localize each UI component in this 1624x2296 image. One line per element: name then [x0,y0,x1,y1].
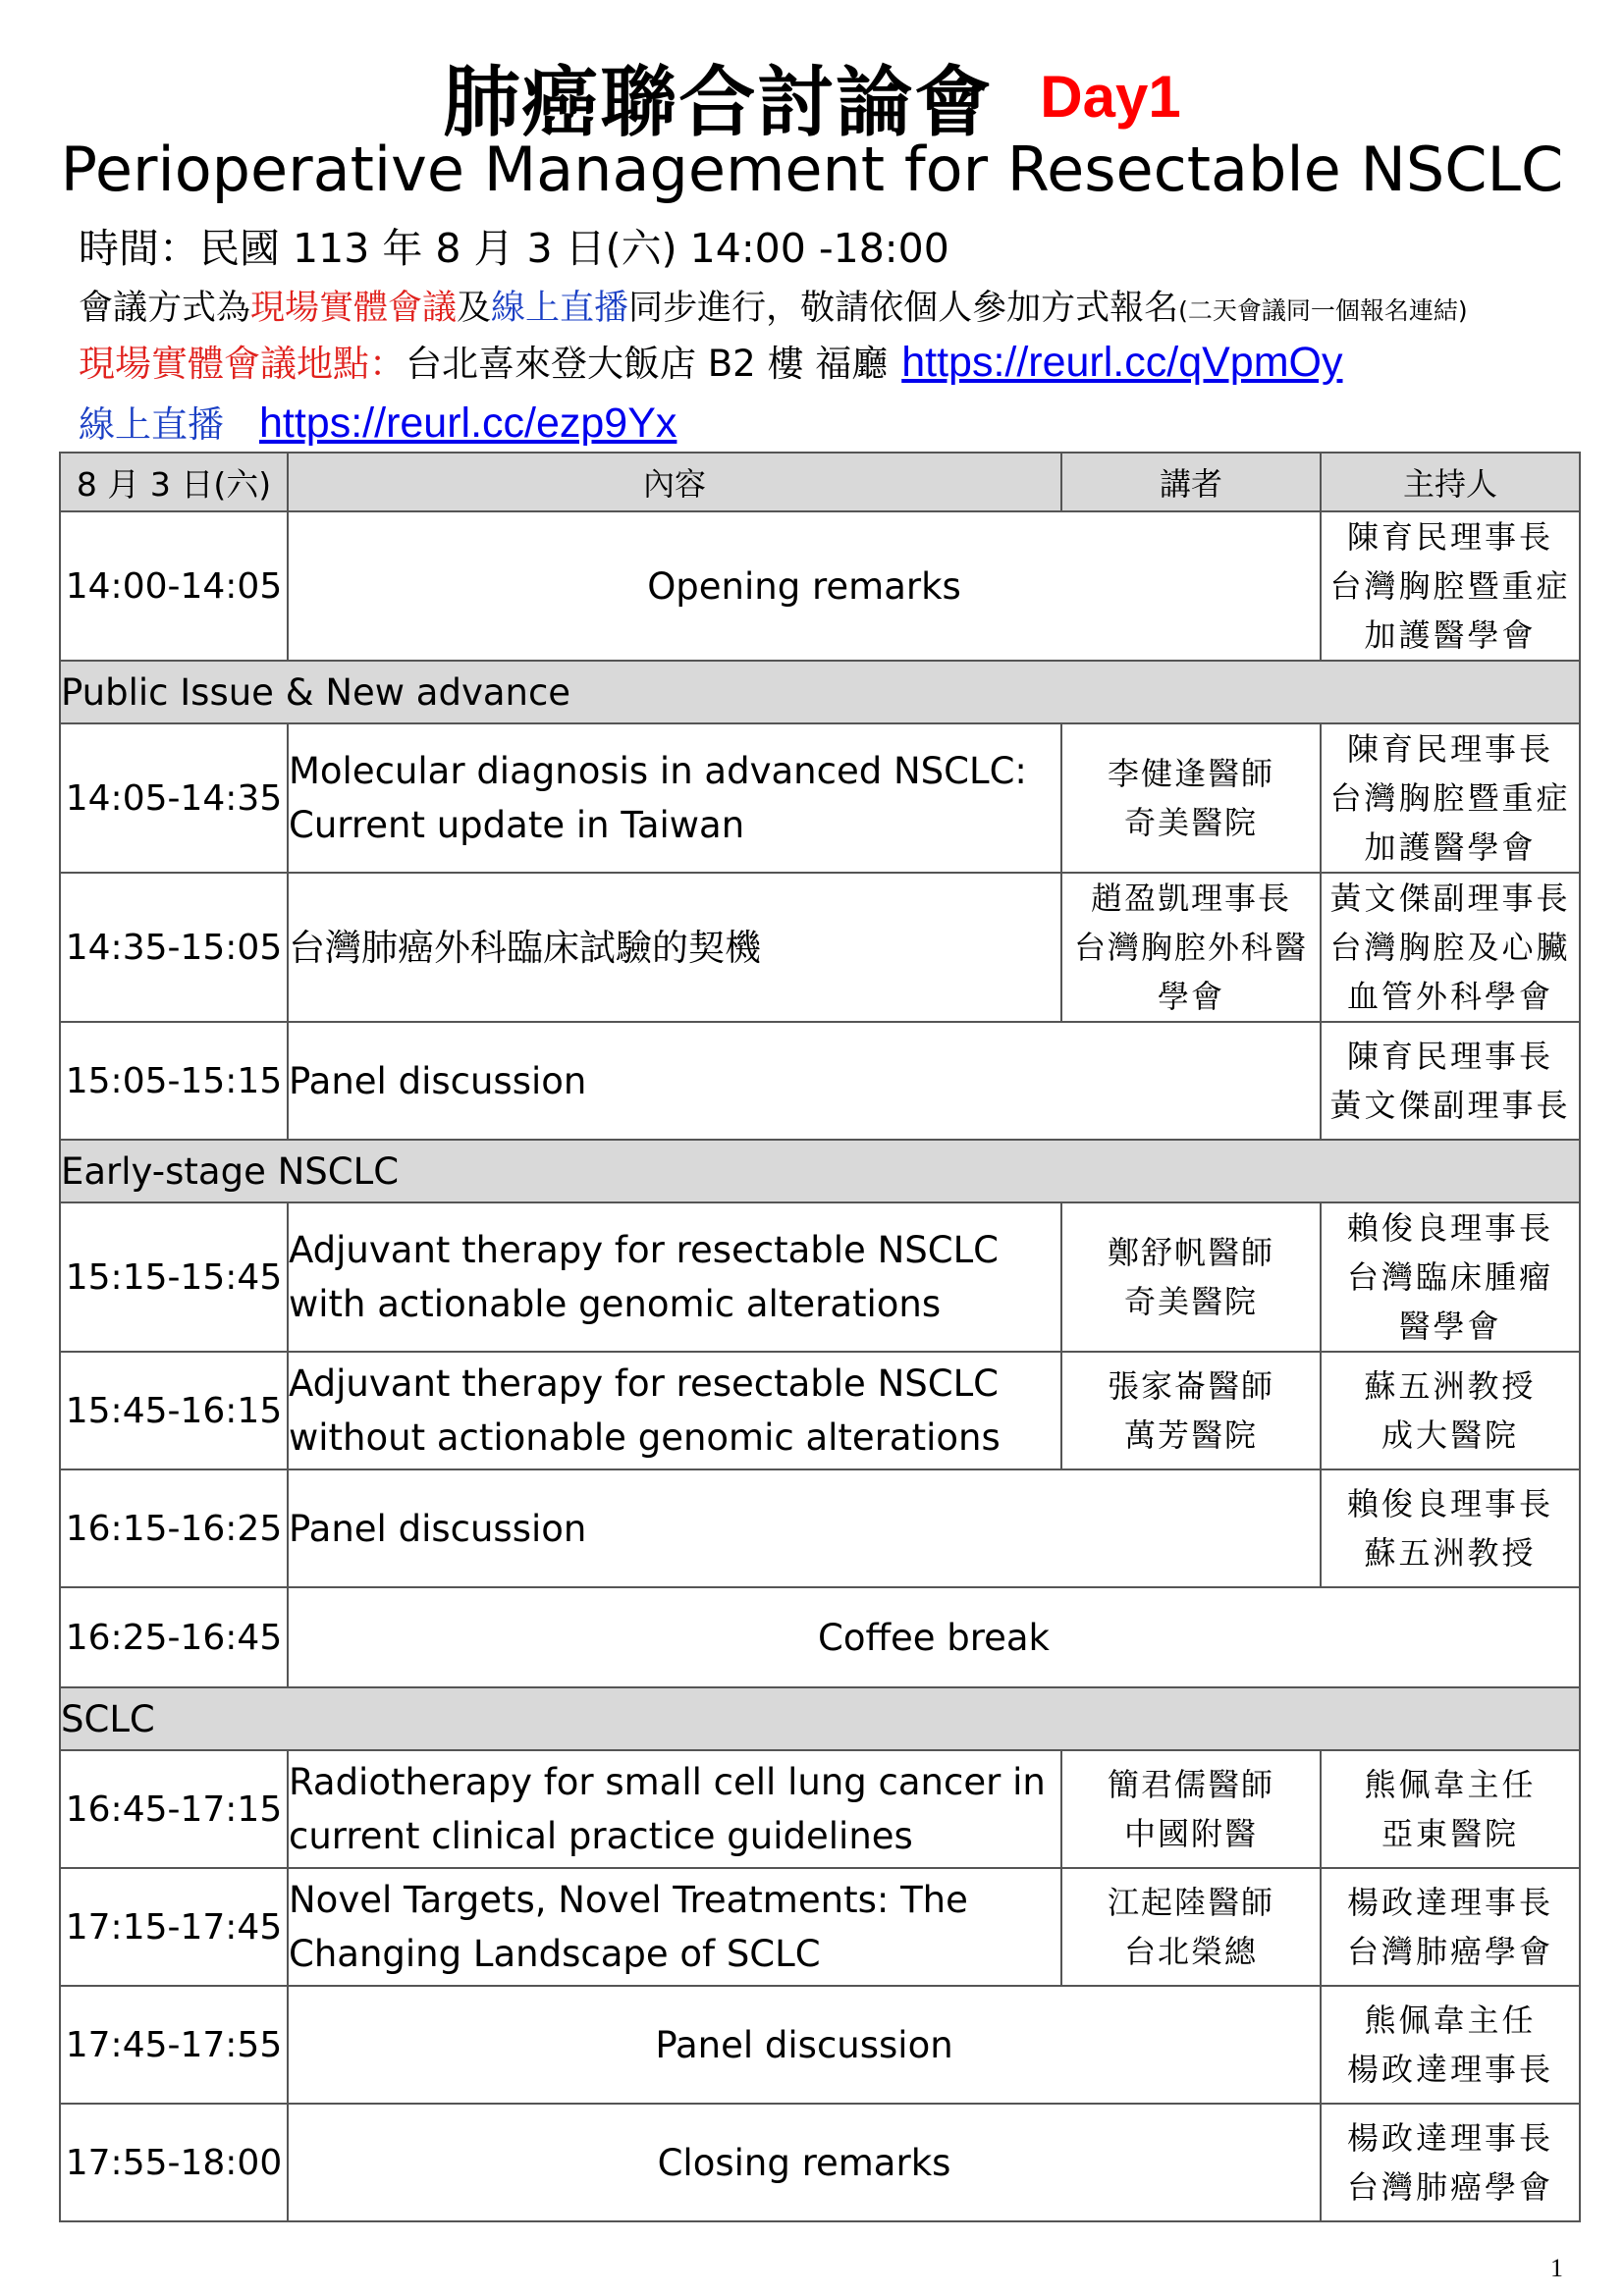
column-header-content: 內容 [288,453,1061,511]
method-text-1: 會議方式為 [79,289,251,328]
cell-line: 江起陸醫師 [1107,1884,1274,1921]
page-number: 1 [1550,2254,1563,2282]
moderator-cell [1321,1469,1580,1587]
venue-registration-link[interactable]: https://reurl.cc/qVpmOy [901,339,1343,386]
time-cell: 16:15-16:25 [60,1469,288,1587]
cell-line: 陳育民理事長 [1346,1038,1553,1075]
method-note: (二天會議同一個報名連結) [1178,296,1468,325]
table-row [60,1022,1580,1140]
speaker-cell [1061,1352,1321,1469]
moderator-cell [1321,2104,1580,2221]
time-cell: 15:45-16:15 [60,1352,288,1469]
cell-line: Molecular diagnosis in advanced NSCLC: [289,750,1027,792]
time-cell: 14:05-14:35 [60,723,288,873]
cell-line: 奇美醫院 [1123,804,1258,841]
cell-line: 李健逢醫師 [1107,755,1274,792]
cell-line: Opening remarks [647,564,961,608]
venue-line [79,334,1342,387]
moderator-cell [1321,1986,1580,2104]
cell-line: 台灣肺癌學會 [1346,1933,1553,1970]
cell-line: 加護醫學會 [1364,828,1537,866]
cell-line: 簡君儒醫師 [1107,1766,1274,1803]
cell-line: 血管外科學會 [1346,978,1553,1015]
column-header-moderator: 主持人 [1321,453,1580,511]
cell-line: 奇美醫院 [1123,1283,1258,1320]
cell-line: Radiotherapy for small cell lung cancer in [289,1761,1046,1803]
cell-line: Coffee break [817,1616,1050,1659]
cell-line: 蘇五洲教授 [1364,1367,1537,1405]
table-row [60,511,1580,661]
table-header-row [60,453,1580,511]
cell-line: 台灣肺癌外科臨床試驗的契機 [289,926,761,969]
time-cell: 17:55-18:00 [60,2104,288,2221]
time-cell: 15:05-15:15 [60,1022,288,1140]
speaker-cell [1061,1868,1321,1986]
online-label: 線上直播 [79,403,224,446]
cell-line: 楊政達理事長 [1346,1884,1553,1921]
venue-label: 現場實體會議地點： [79,343,406,385]
cell-line: 醫學會 [1398,1308,1502,1345]
cell-line: 鄭舒帆醫師 [1107,1234,1274,1271]
cell-line: Panel discussion [655,2023,953,2066]
table-row [60,1587,1580,1687]
cell-line: 蘇五洲教授 [1364,1534,1537,1572]
moderator-cell [1321,511,1580,661]
method-line [79,281,1468,330]
moderator-cell [1321,1202,1580,1352]
cell-line: current clinical practice guidelines [289,1815,913,1857]
method-onsite: 現場實體會議 [250,289,458,328]
cell-line: 亞東醫院 [1380,1815,1519,1852]
cell-line: Adjuvant therapy for resectable NSCLC [289,1362,1000,1405]
section-title: SCLC [60,1687,1580,1750]
time-cell: 16:25-16:45 [60,1587,288,1687]
cell-line: 加護醫學會 [1364,616,1537,654]
moderator-cell [1321,723,1580,873]
section-header-row [60,661,1580,723]
moderator-cell [1321,1022,1580,1140]
cell-line: 黃文傑副理事長 [1329,880,1571,917]
topic-cell [288,1750,1061,1868]
topic-cell [288,1202,1061,1352]
section-title: Early-stage NSCLC [60,1140,1580,1202]
time-cell: 17:15-17:45 [60,1868,288,1986]
cell-line: Changing Landscape of SCLC [289,1933,821,1975]
time-cell: 17:45-17:55 [60,1986,288,2104]
cell-line: 陳育民理事長 [1346,518,1553,556]
topic-cell [288,1469,1321,1587]
time-cell: 15:15-15:45 [60,1202,288,1352]
cell-line: 趙盈凱理事長 [1090,880,1291,917]
table-row [60,1750,1580,1868]
table-row [60,2104,1580,2221]
cell-line: 楊政達理事長 [1346,2119,1553,2157]
time-cell: 16:45-17:15 [60,1750,288,1868]
topic-cell [288,1352,1061,1469]
moderator-cell [1321,1352,1580,1469]
table-row [60,1352,1580,1469]
speaker-cell [1061,723,1321,873]
table-row [60,1202,1580,1352]
topic-cell [288,511,1321,661]
topic-cell [288,1986,1321,2104]
cell-line: 台灣胸腔及心臟 [1329,929,1571,966]
speaker-cell [1061,873,1321,1022]
schedule-body [60,453,1580,2221]
moderator-cell [1321,1868,1580,1986]
table-row [60,1986,1580,2104]
cell-line: 賴俊良理事長 [1346,1209,1553,1247]
topic-cell [288,1022,1321,1140]
section-header-row [60,1140,1580,1202]
cell-line: with actionable genomic alterations [289,1283,942,1325]
moderator-cell [1321,873,1580,1022]
title-chinese: 肺癌聯合討論會 [443,59,994,147]
cell-line: Panel discussion [289,1059,587,1102]
method-online: 線上直播 [491,289,629,328]
cell-line: 台灣肺癌學會 [1346,2168,1553,2206]
table-row [60,1868,1580,1986]
venue-text: 台北喜來登大飯店 B2 樓 福廳 [406,343,889,385]
cell-line: Panel discussion [289,1507,587,1550]
cell-line: Novel Targets, Novel Treatments: The [289,1879,968,1921]
topic-cell [288,723,1061,873]
cell-line: 黃文傑副理事長 [1329,1087,1571,1124]
time-cell: 14:35-15:05 [60,873,288,1022]
cell-line: 台北榮總 [1123,1933,1258,1970]
cell-line: 賴俊良理事長 [1346,1485,1553,1522]
cell-line: 中國附醫 [1123,1815,1258,1852]
section-title: Public Issue & New advance [60,661,1580,723]
column-header-date: 8 月 3 日(六) [60,453,288,511]
cell-line: 成大醫院 [1380,1416,1519,1454]
cell-line: Current update in Taiwan [289,804,745,846]
cell-line: 熊佩韋主任 [1364,1766,1537,1803]
online-registration-link[interactable]: https://reurl.cc/ezp9Yx [259,400,677,447]
table-row [60,873,1580,1022]
table-row [60,1469,1580,1587]
cell-line: 台灣胸腔外科醫 [1073,929,1308,966]
time-cell: 14:00-14:05 [60,511,288,661]
cell-line: 台灣胸腔暨重症 [1329,567,1571,605]
topic-cell [288,2104,1321,2221]
column-header-speaker: 講者 [1061,453,1321,511]
moderator-cell [1321,1750,1580,1868]
table-row [60,723,1580,873]
cell-line: without actionable genomic alterations [289,1416,1001,1459]
method-text-2: 及 [457,289,492,328]
schedule-table [59,452,1581,2222]
topic-cell [288,873,1061,1022]
topic-cell [288,1587,1580,1687]
cell-line: 學會 [1157,978,1224,1015]
method-text-3: 同步進行，敬請依個人參加方式報名 [628,289,1179,328]
cell-line: 楊政達理事長 [1346,2051,1553,2088]
cell-line: 萬芳醫院 [1123,1416,1258,1454]
section-header-row [60,1687,1580,1750]
online-line [79,395,677,448]
time-line: 時間：民國 113 年 8 月 3 日(六) 14:00 -18:00 [79,225,949,272]
speaker-cell [1061,1202,1321,1352]
title-day-label: Day1 [1040,63,1181,130]
cell-line: Closing remarks [657,2141,951,2184]
cell-line: 陳育民理事長 [1346,730,1553,768]
speaker-cell [1061,1750,1321,1868]
cell-line: 張家崙醫師 [1107,1367,1274,1405]
page-subtitle: Perioperative Management for Resectable NSCLC [60,133,1564,205]
cell-line: 台灣胸腔暨重症 [1329,779,1571,817]
cell-line: 熊佩韋主任 [1364,2002,1537,2039]
cell-line: 台灣臨床腫瘤 [1346,1258,1553,1296]
topic-cell [288,1868,1061,1986]
cell-line: Adjuvant therapy for resectable NSCLC [289,1229,1000,1271]
